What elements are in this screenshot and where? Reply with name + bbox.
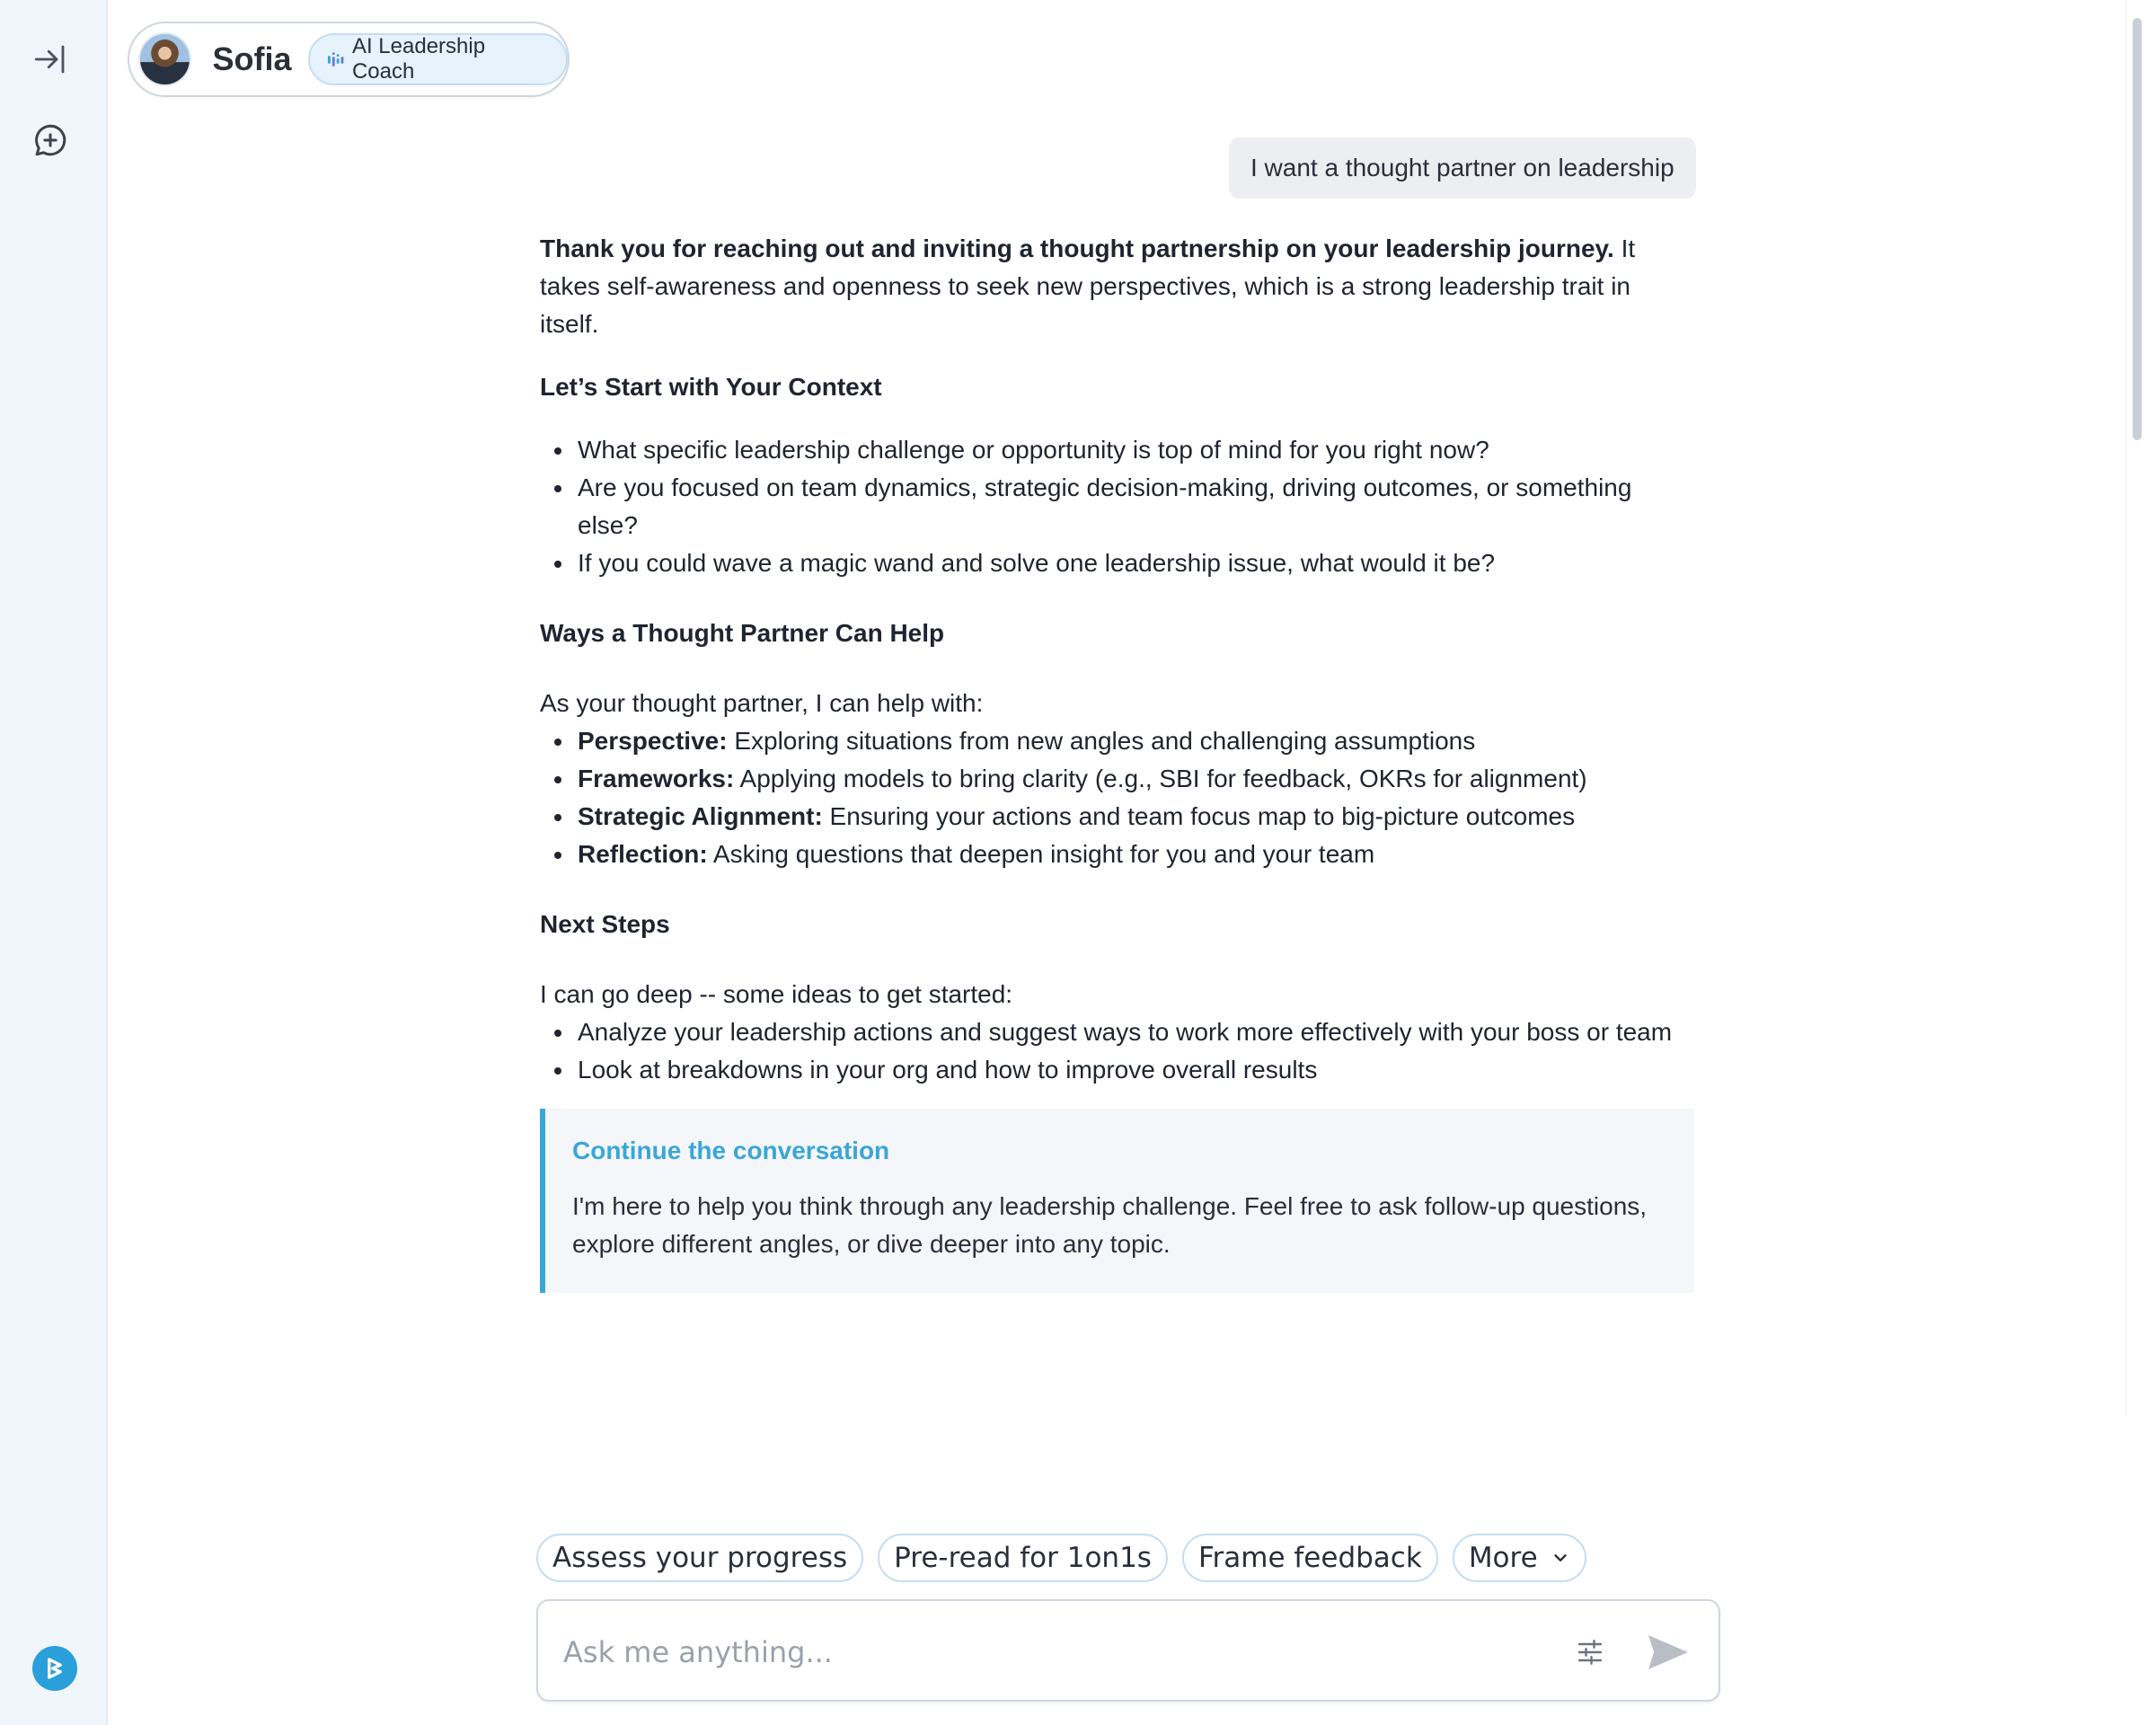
callout-body: I'm here to help you think through any leadership challenge. Feel free to ask follow-up questions, explore different angles, or dive deeper into any topic. (572, 1192, 1648, 1258)
list-item: Analyze your leadership actions and suggest ways to work more effectively with your boss or team (540, 1013, 1694, 1051)
more-suggestions-button[interactable] (1453, 1534, 1586, 1582)
intro-paragraph (540, 230, 1694, 343)
avatar (138, 32, 191, 86)
context-list (540, 431, 1694, 582)
scrollbar-thumb[interactable] (2133, 18, 2142, 440)
continue-conversation-callout (540, 1109, 1694, 1293)
list-item-label: Strategic Alignment: (578, 802, 823, 830)
callout-title: Continue the conversation (572, 1137, 890, 1164)
user-message-text: I want a thought partner on leadership (1250, 154, 1674, 181)
suggestion-chips (536, 1534, 1586, 1582)
settings-button[interactable] (1569, 1632, 1611, 1673)
list-item (540, 798, 1694, 836)
sidebar-rail (0, 0, 108, 1725)
collapse-sidebar-button[interactable] (23, 32, 77, 86)
ways-heading: Ways a Thought Partner Can Help (540, 619, 945, 647)
persona-name: Sofia (212, 40, 292, 77)
send-icon (1647, 1633, 1690, 1671)
next-steps-intro: I can go deep -- some ideas to get started: (540, 980, 1013, 1008)
list-item-text: Ensuring your actions and team focus map to big-picture outcomes (822, 802, 1576, 830)
list-item-label: Perspective: (578, 727, 728, 755)
list-item (540, 722, 1694, 760)
persona-header[interactable] (128, 22, 570, 97)
list-item-text: Applying models to bring clarity (e.g., SBI for feedback, OKRs for alignment) (734, 765, 1587, 792)
suggestion-chip-pre-read[interactable]: Pre-read for 1on1s (878, 1534, 1168, 1582)
brand-logo-icon[interactable] (32, 1646, 77, 1691)
persona-role-badge (308, 33, 568, 85)
intro-bold: Thank you for reaching out and inviting a thought partnership on your leadership journey. (540, 234, 1614, 262)
chevron-down-icon (1551, 1548, 1570, 1568)
context-heading: Let’s Start with Your Context (540, 373, 882, 401)
chat-scrollbar[interactable] (2125, 0, 2145, 1415)
send-button[interactable] (1645, 1630, 1692, 1675)
ways-intro: As your thought partner, I can help with: (540, 689, 984, 717)
more-label: More (1468, 1542, 1538, 1574)
list-item (540, 836, 1694, 873)
brand-mark-icon (41, 1655, 68, 1682)
list-item: Are you focused on team dynamics, strategic decision-making, driving outcomes, or something else? (540, 469, 1694, 544)
user-message-bubble (1229, 137, 1696, 199)
next-steps-heading: Next Steps (540, 910, 670, 938)
list-item-text: Asking questions that deepen insight for you and your team (707, 840, 1375, 868)
collapse-right-icon (31, 40, 69, 78)
list-item: What specific leadership challenge or opportunity is top of mind for you right now? (540, 431, 1694, 469)
list-item-text: Exploring situations from new angles and challenging assumptions (727, 727, 1476, 755)
new-chat-button[interactable] (23, 113, 77, 167)
list-item-label: Frameworks: (578, 765, 735, 792)
sliders-icon (1574, 1636, 1606, 1668)
list-item (540, 760, 1694, 798)
new-chat-icon (31, 121, 69, 159)
persona-badge-label: AI Leadership Coach (351, 34, 486, 84)
next-steps-list (540, 1013, 1694, 1089)
list-item: Look at breakdowns in your org and how to improve overall results (540, 1051, 1694, 1089)
ways-list (540, 722, 1694, 873)
message-composer (536, 1599, 1720, 1702)
intro-rest: It takes self-awareness and openness to seek new perspectives, which is a strong leadership trait in itself. (540, 234, 1636, 338)
suggestion-chip-assess-progress[interactable]: Assess your progress (536, 1534, 863, 1582)
assistant-message (540, 230, 1694, 1144)
list-item: If you could wave a magic wand and solve one leadership issue, what would it be? (540, 544, 1694, 582)
list-item-label: Reflection: (578, 840, 708, 868)
message-input[interactable] (563, 1626, 1533, 1678)
voice-bars-icon (326, 49, 345, 69)
suggestion-chip-frame-feedback[interactable]: Frame feedback (1182, 1534, 1438, 1582)
